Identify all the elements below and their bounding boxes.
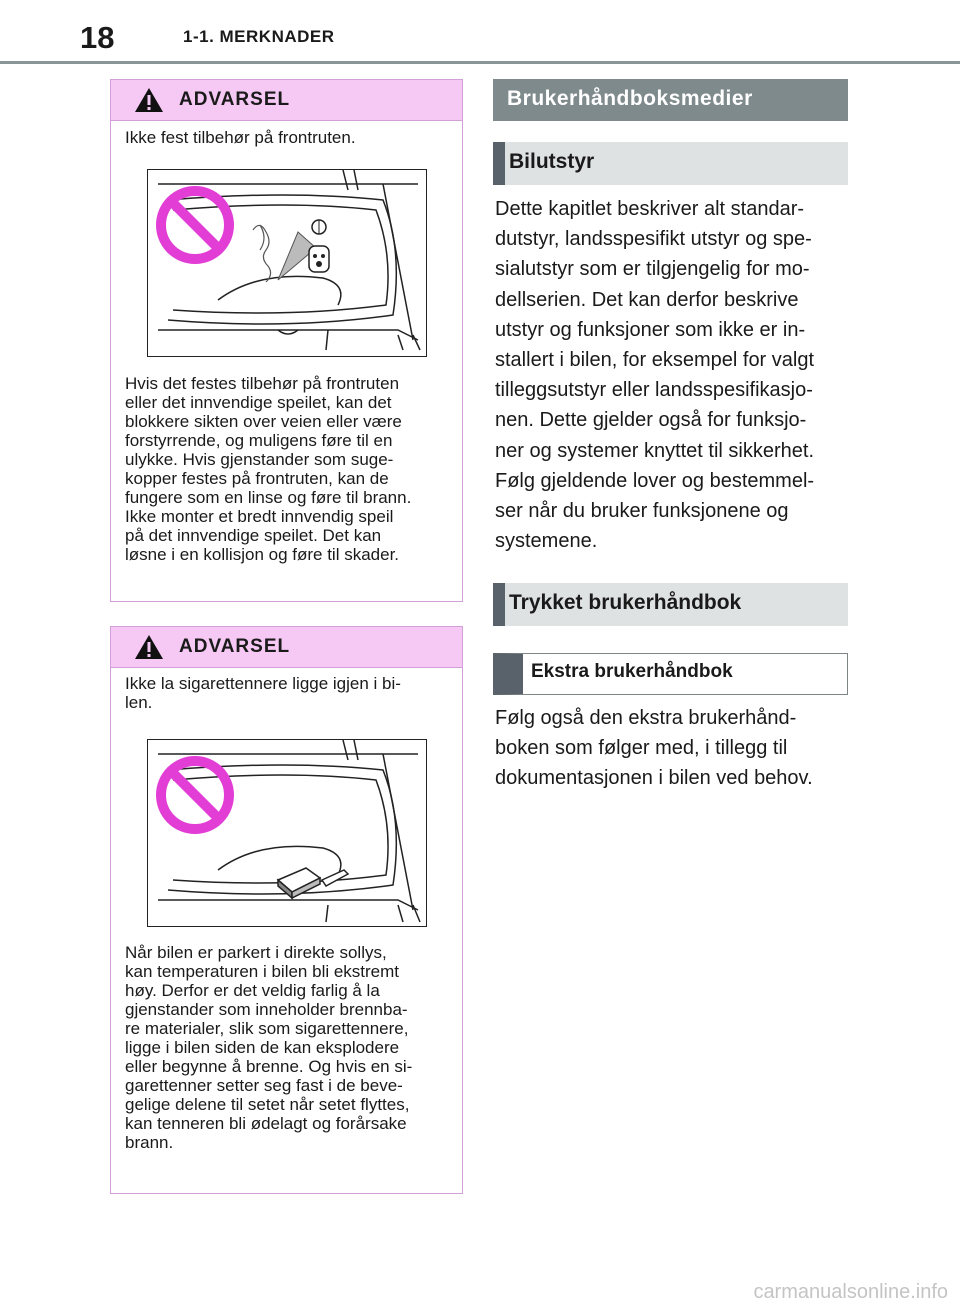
page-number: 18 bbox=[80, 20, 115, 55]
watermark: carmanualsonline.info bbox=[753, 1281, 948, 1303]
warning-label: ADVARSEL bbox=[179, 89, 291, 110]
header-divider bbox=[0, 61, 960, 64]
warning-header bbox=[111, 627, 462, 668]
warning-header bbox=[111, 80, 462, 121]
windshield-accessory-illustration bbox=[147, 169, 427, 357]
section-title: 1-1. MERKNADER bbox=[183, 27, 335, 46]
cigarette-lighter-illustration bbox=[147, 739, 427, 927]
warning-intro: Ikke fest tilbehør på frontruten. bbox=[125, 128, 356, 147]
warning-body: Hvis det festes tilbehør på frontruten eller det innvendige speilet, kan det blokkere sikten over veien eller være forstyrrende, og muligens føre til en ulykke. Hvis gjenstander som suge- kopper festes på frontruten, kan de fungere som en linse og føre til brann. Ikke monter et bredt innvendig speil på det innvendige speilet. Det kan løsne i en kollisjon og føre til skader. bbox=[125, 374, 412, 564]
main-heading: Brukerhåndboksmedier bbox=[493, 79, 848, 121]
equipment-paragraph: Dette kapitlet beskriver alt standar- dutstyr, landsspesifikt utstyr og spe- sialutstyr som er tilgjengelig for mo- dellserien. Det kan derfor beskrive utstyr og funksjoner som ikke er in- stallert i bilen, for eksempel for valgt tilleggsutstyr eller landsspesifikasjo- nen. Dette gjelder også for funksjo- ner og systemer knyttet til sikkerhet. Følg gjeldende lover og bestemmel- ser når du bruker funksjonene og systemene. bbox=[495, 198, 815, 553]
warning-intro: Ikke la sigarettennere ligge igjen i bi- len. bbox=[125, 674, 401, 712]
warning-box-accessories bbox=[110, 79, 463, 602]
warning-label: ADVARSEL bbox=[179, 636, 291, 657]
warning-triangle-icon bbox=[134, 87, 164, 113]
subheading-extra-manual: Ekstra brukerhåndbok bbox=[493, 653, 848, 695]
subheading-printed-manual: Trykket brukerhåndbok bbox=[493, 583, 848, 626]
warning-triangle-icon bbox=[134, 634, 164, 660]
warning-box-lighters bbox=[110, 626, 463, 1194]
extra-manual-paragraph: Følg også den ekstra brukerhånd- boken som følger med, i tillegg til dokumentasjonen i bilen ved behov. bbox=[495, 707, 813, 790]
warning-body: Når bilen er parkert i direkte sollys, kan temperaturen i bilen bli ekstremt høy. Derfor er det veldig farlig å la gjenstander som inneholder brennba- re materialer, slik som sigarettennere, ligge i bilen siden de kan eksplodere eller begynne å brenne. Og hvis en si- garettenner setter seg fast i de beve- gelige delene til setet når setet flyttes, kan tenneren bli ødelagt og forårsake brann. bbox=[125, 943, 413, 1152]
subheading-equipment: Bilutstyr bbox=[493, 142, 848, 185]
